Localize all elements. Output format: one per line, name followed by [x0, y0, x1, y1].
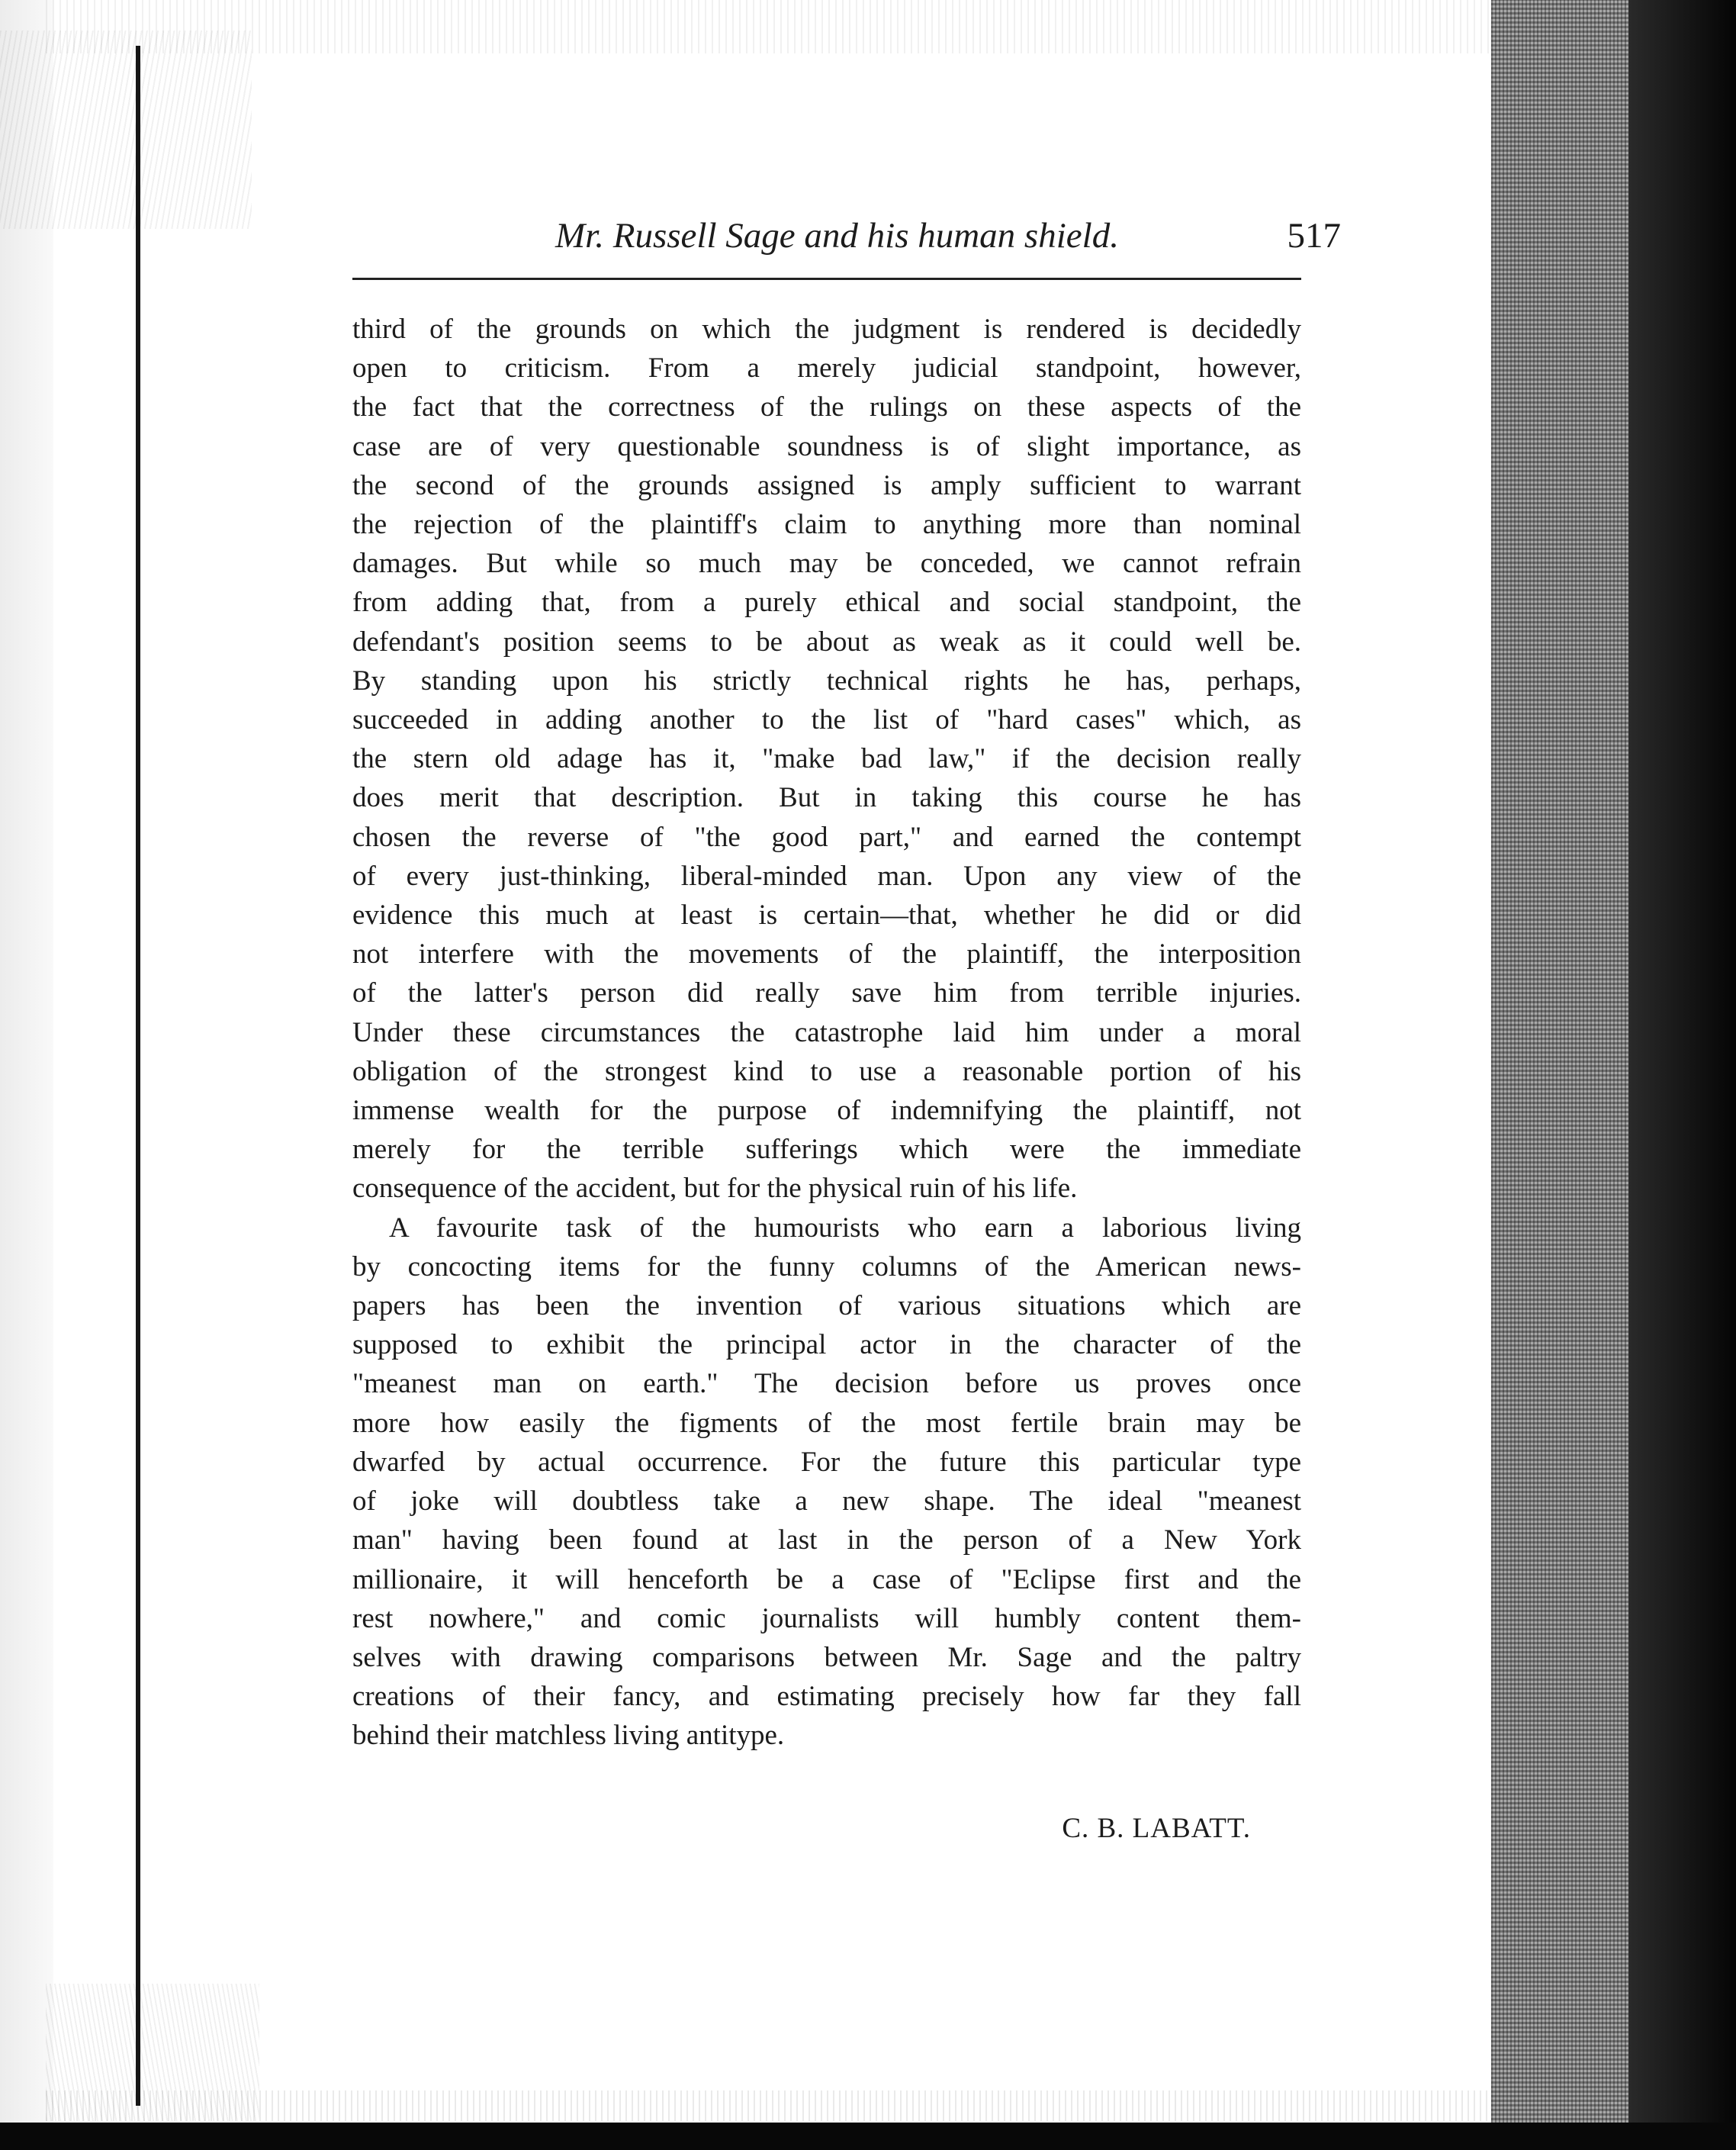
text-line: consequence of the accident, but for the physical ruin of his life.: [352, 1173, 1078, 1205]
body-text: [352, 310, 1301, 1756]
text-line: millionaire, it will henceforth be a case of "Eclipse first and the: [352, 1563, 1301, 1595]
text-line: damages. But while so much may be conceded, we cannot refrain: [352, 548, 1301, 580]
text-line: selves with drawing comparisons between Mr. Sage and the paltry: [352, 1641, 1301, 1673]
text-line: dwarfed by actual occurrence. For the future this particular type: [352, 1446, 1301, 1478]
text-line: papers has been the invention of various situations which are: [352, 1290, 1301, 1322]
text-line: the stern old adage has it, "make bad law," if the decision really: [352, 743, 1301, 775]
text-line: defendant's position seems to be about as weak as it could well be.: [352, 626, 1301, 658]
text-line: A favourite task of the humourists who earn a laborious living: [389, 1212, 1301, 1244]
header-rule: [352, 278, 1301, 280]
text-line: behind their matchless living antitype.: [352, 1720, 785, 1752]
text-line: more how easily the figments of the most fertile brain may be: [352, 1407, 1301, 1439]
text-line: creations of their fancy, and estimating precisely how far they fall: [352, 1681, 1301, 1713]
text-line: evidence this much at least is certain—that, whether he did or did: [352, 900, 1301, 932]
page-number: 517: [1287, 216, 1341, 256]
text-line: the rejection of the plaintiff's claim to anything more than nominal: [352, 509, 1301, 541]
text-line: obligation of the strongest kind to use a reasonable portion of his: [352, 1055, 1301, 1087]
text-line: by concocting items for the funny columns of the American news-: [352, 1250, 1301, 1283]
text-line: the second of the grounds assigned is amply sufficient to warrant: [352, 469, 1301, 501]
text-line: merely for the terrible sufferings which were the immediate: [352, 1134, 1301, 1166]
text-line: open to criticism. From a merely judicial standpoint, however,: [352, 352, 1301, 385]
text-line: "meanest man on earth." The decision before us proves once: [352, 1368, 1301, 1400]
text-line: succeeded in adding another to the list of "hard cases" which, as: [352, 704, 1301, 736]
text-line: not interfere with the movements of the plaintiff, the interposition: [352, 938, 1301, 970]
text-line: Under these circumstances the catastrophe laid him under a moral: [352, 1016, 1301, 1048]
text-line: man" having been found at last in the person of a New York: [352, 1524, 1301, 1556]
text-line: of joke will doubtless take a new shape. The ideal "meanest: [352, 1485, 1301, 1518]
text-line: third of the grounds on which the judgment is rendered is decidedly: [352, 314, 1301, 345]
running-title: Mr. Russell Sage and his human shield.: [555, 216, 1119, 256]
text-line: of every just-thinking, liberal-minded man. Upon any view of the: [352, 860, 1301, 892]
text-line: chosen the reverse of "the good part," and earned the contempt: [352, 821, 1301, 853]
text-line: rest nowhere," and comic journalists will humbly content them-: [352, 1602, 1301, 1634]
text-line: supposed to exhibit the principal actor in the character of the: [352, 1329, 1301, 1361]
author-signature: C. B. LABATT.: [1062, 1813, 1251, 1844]
text-line: the fact that the correctness of the rulings on these aspects of the: [352, 391, 1301, 423]
text-line: does merit that description. But in taking this course he has: [352, 782, 1301, 814]
text-line: case are of very questionable soundness is of slight importance, as: [352, 430, 1301, 462]
text-line: immense wealth for the purpose of indemnifying the plaintiff, not: [352, 1095, 1301, 1127]
text-line: from adding that, from a purely ethical and social standpoint, the: [352, 587, 1301, 619]
text-line: of the latter's person did really save him from terrible injuries.: [352, 977, 1301, 1009]
text-line: By standing upon his strictly technical rights he has, perhaps,: [352, 665, 1301, 697]
